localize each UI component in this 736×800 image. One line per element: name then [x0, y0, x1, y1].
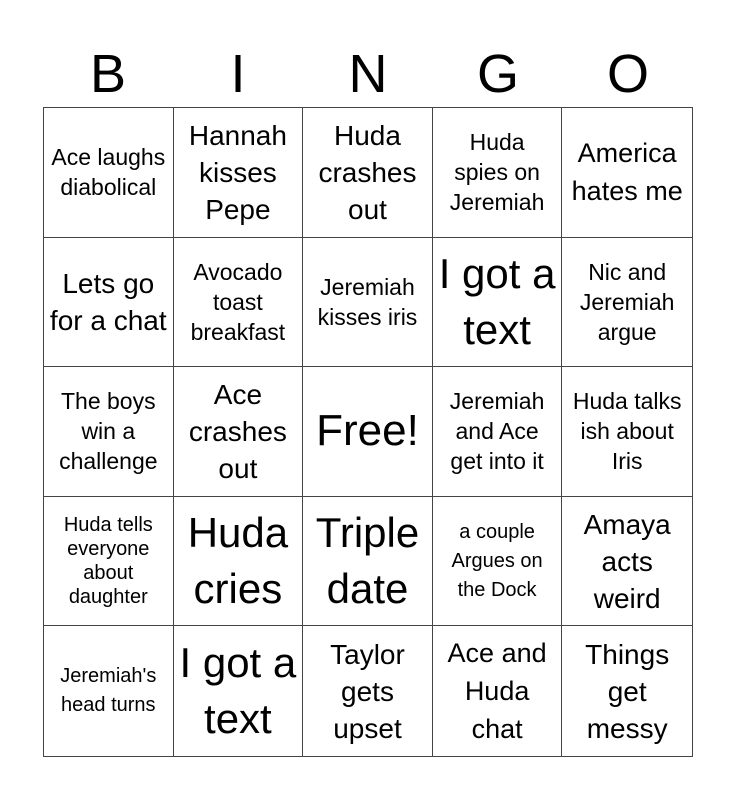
bingo-cell[interactable]	[433, 367, 563, 497]
cell-text: Ace and Huda chat	[447, 638, 547, 745]
bingo-cell[interactable]	[174, 108, 304, 238]
bingo-cell[interactable]	[303, 497, 433, 627]
cell-text: America hates me	[571, 138, 683, 207]
header-letter-i: I	[230, 44, 246, 104]
bingo-grid	[43, 107, 693, 757]
bingo-cell[interactable]	[303, 238, 433, 368]
bingo-cell[interactable]	[433, 238, 563, 368]
cell-text: Huda tells everyone about daughter	[63, 514, 153, 609]
bingo-cell[interactable]	[433, 497, 563, 627]
cell-text: Avocado toast breakfast	[190, 258, 286, 345]
cell-text: Huda spies on Jeremiah	[449, 129, 545, 216]
cell-text: Lets go for a chat	[49, 267, 167, 336]
cell-text: Jeremiah kisses iris	[317, 273, 418, 330]
bingo-cell[interactable]	[174, 497, 304, 627]
bingo-cell[interactable]	[433, 108, 563, 238]
cell-text: Taylor gets upset	[330, 638, 405, 744]
cell-text: Ace crashes out	[188, 378, 287, 484]
cell-text: The boys win a challenge	[59, 388, 158, 475]
cell-text: I got a text	[438, 249, 556, 353]
bingo-cell[interactable]	[174, 238, 304, 368]
cell-text: Triple date	[315, 509, 420, 613]
bingo-cell[interactable]	[44, 108, 174, 238]
cell-text: Hannah kisses Pepe	[188, 119, 287, 225]
header-letter-o: O	[606, 44, 649, 104]
cell-text: Things get messy	[585, 638, 670, 744]
cell-text: a couple Argues on the Dock	[451, 520, 543, 601]
bingo-cell[interactable]	[433, 626, 563, 756]
bingo-cell[interactable]	[174, 626, 304, 756]
bingo-cell[interactable]	[174, 367, 304, 497]
bingo-cell[interactable]	[44, 626, 174, 756]
bingo-cell[interactable]	[44, 497, 174, 627]
bingo-cell[interactable]	[303, 367, 433, 497]
cell-text: Amaya acts weird	[583, 508, 671, 614]
bingo-cell[interactable]	[44, 367, 174, 497]
bingo-cell[interactable]	[562, 626, 692, 756]
header-letter-g: G	[476, 44, 519, 104]
header-letter-n: N	[348, 44, 388, 104]
bingo-cell[interactable]	[303, 626, 433, 756]
free-space: Free!	[316, 406, 419, 456]
bingo-cell[interactable]	[562, 108, 692, 238]
cell-text: Nic and Jeremiah argue	[579, 258, 675, 345]
bingo-cell[interactable]	[562, 497, 692, 627]
cell-text: I got a text	[179, 639, 297, 743]
cell-text: Huda crashes out	[318, 119, 417, 225]
bingo-cell[interactable]	[562, 367, 692, 497]
cell-text: Huda cries	[187, 509, 289, 613]
cell-text: Jeremiah's head turns	[60, 665, 157, 717]
cell-text: Ace laughs diabolical	[51, 144, 166, 201]
bingo-header	[43, 40, 693, 108]
cell-text: Jeremiah and Ace get into it	[449, 388, 545, 475]
header-letter-b: B	[89, 44, 127, 104]
bingo-cell[interactable]	[44, 238, 174, 368]
bingo-cell[interactable]	[303, 108, 433, 238]
bingo-cell[interactable]	[562, 238, 692, 368]
cell-text: Huda talks ish about Iris	[572, 388, 682, 475]
